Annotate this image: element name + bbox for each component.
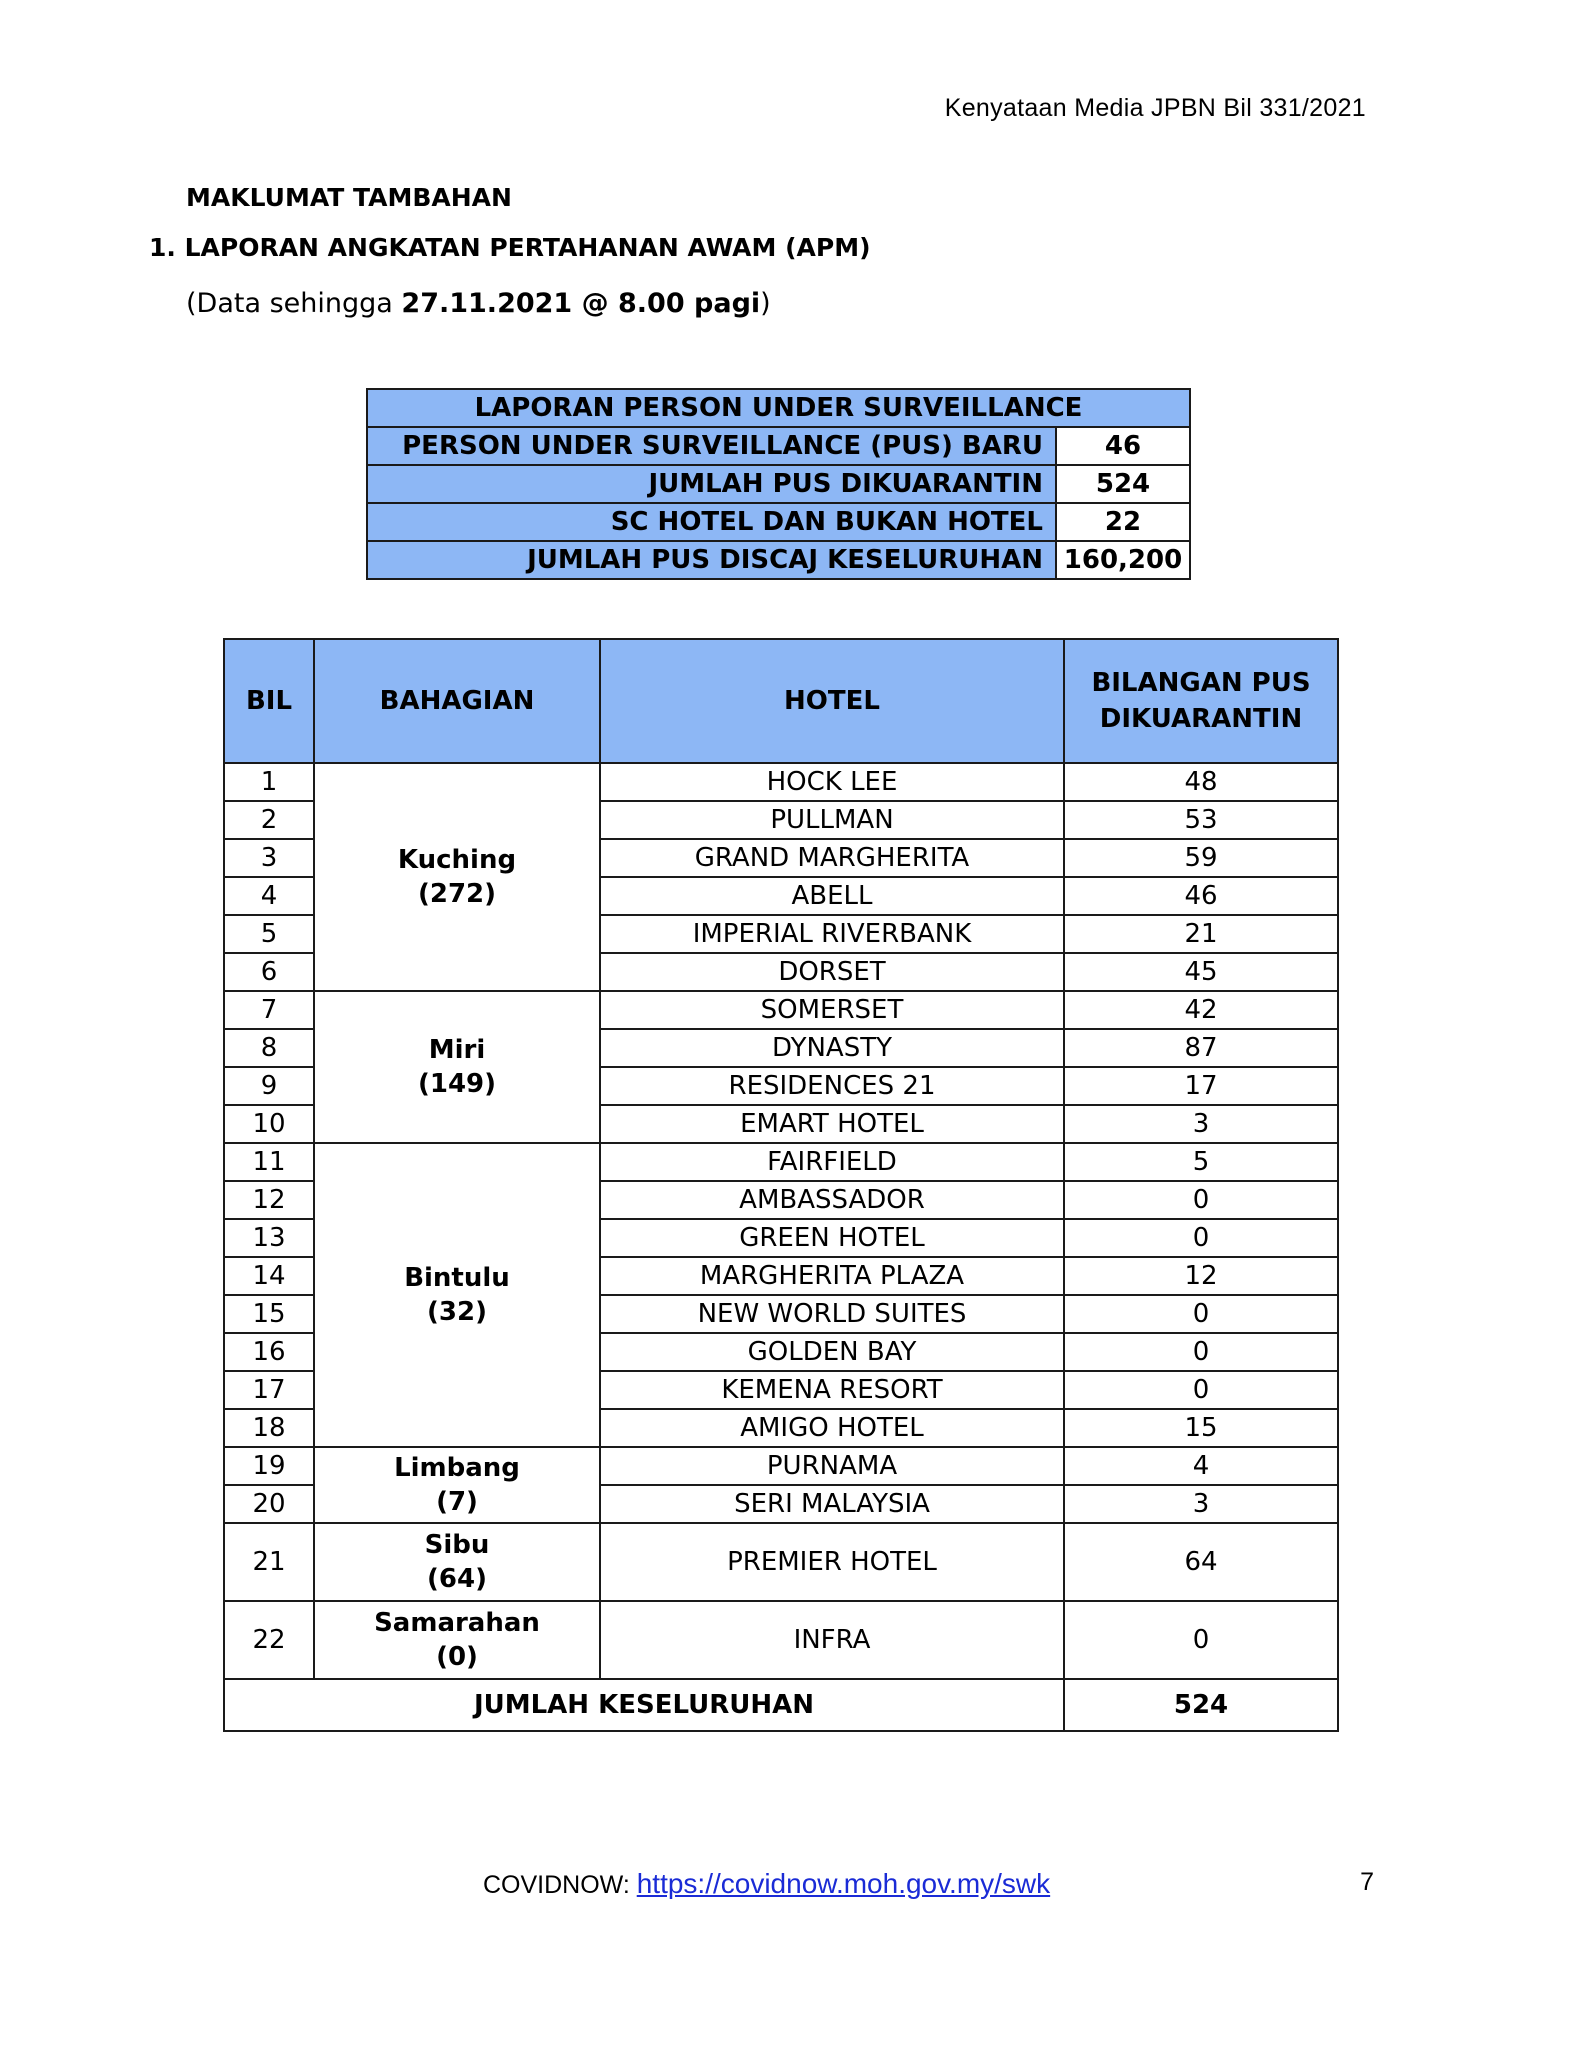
summary-label: PERSON UNDER SURVEILLANCE (PUS) BARU [367, 427, 1056, 465]
row-bil: 13 [224, 1219, 314, 1257]
row-count: 53 [1064, 801, 1338, 839]
summary-row [367, 503, 1190, 541]
row-hotel: HOCK LEE [600, 763, 1064, 801]
row-hotel: EMART HOTEL [600, 1105, 1064, 1143]
row-hotel: SOMERSET [600, 991, 1064, 1029]
footer [483, 1868, 1050, 1900]
table-row [224, 763, 1338, 801]
row-count: 42 [1064, 991, 1338, 1029]
row-count: 0 [1064, 1295, 1338, 1333]
data-date-line [186, 288, 771, 319]
table-row [224, 1601, 1338, 1679]
row-count: 3 [1064, 1105, 1338, 1143]
row-bil: 8 [224, 1029, 314, 1067]
row-hotel: IMPERIAL RIVERBANK [600, 915, 1064, 953]
row-count: 15 [1064, 1409, 1338, 1447]
row-count: 21 [1064, 915, 1338, 953]
row-count: 87 [1064, 1029, 1338, 1067]
summary-row [367, 465, 1190, 503]
row-count: 12 [1064, 1257, 1338, 1295]
division-cell-bintulu [314, 1143, 600, 1447]
row-bil: 15 [224, 1295, 314, 1333]
division-total: (0) [436, 1642, 478, 1672]
total-label: JUMLAH KESELURUHAN [224, 1679, 1064, 1731]
hotel-quarantine-table [223, 638, 1339, 1732]
data-date: 27.11.2021 @ 8.00 pagi [401, 288, 761, 319]
table-row [224, 1523, 1338, 1601]
summary-label: SC HOTEL DAN BUKAN HOTEL [367, 503, 1056, 541]
summary-label: JUMLAH PUS DIKUARANTIN [367, 465, 1056, 503]
row-count: 0 [1064, 1601, 1338, 1679]
report-title: 1. LAPORAN ANGKATAN PERTAHANAN AWAM (APM) [149, 233, 871, 262]
row-hotel: AMBASSADOR [600, 1181, 1064, 1219]
header-count-line1: BILANGAN PUS [1091, 668, 1311, 698]
row-hotel: PULLMAN [600, 801, 1064, 839]
document-reference: Kenyataan Media JPBN Bil 331/2021 [944, 94, 1366, 122]
summary-value: 524 [1056, 465, 1190, 503]
row-bil: 14 [224, 1257, 314, 1295]
summary-value: 160,200 [1056, 541, 1190, 579]
division-name: Miri [428, 1035, 486, 1065]
page-number: 7 [1360, 1868, 1374, 1896]
row-hotel: DYNASTY [600, 1029, 1064, 1067]
summary-row [367, 427, 1190, 465]
division-cell-samarahan [314, 1601, 600, 1679]
row-bil: 19 [224, 1447, 314, 1485]
table-header-row [224, 639, 1338, 763]
data-date-suffix: ) [760, 288, 771, 319]
summary-value: 46 [1056, 427, 1190, 465]
header-count-line2: DIKUARANTIN [1099, 704, 1303, 734]
row-hotel: PREMIER HOTEL [600, 1523, 1064, 1601]
division-cell-kuching [314, 763, 600, 991]
data-date-prefix: (Data sehingga [186, 288, 402, 319]
row-count: 4 [1064, 1447, 1338, 1485]
row-count: 0 [1064, 1219, 1338, 1257]
row-hotel: NEW WORLD SUITES [600, 1295, 1064, 1333]
row-hotel: AMIGO HOTEL [600, 1409, 1064, 1447]
row-hotel: PURNAMA [600, 1447, 1064, 1485]
row-bil: 11 [224, 1143, 314, 1181]
row-hotel: GOLDEN BAY [600, 1333, 1064, 1371]
total-row [224, 1679, 1338, 1731]
row-hotel: GREEN HOTEL [600, 1219, 1064, 1257]
row-count: 0 [1064, 1371, 1338, 1409]
table-row [224, 1143, 1338, 1181]
row-hotel: MARGHERITA PLAZA [600, 1257, 1064, 1295]
row-count: 0 [1064, 1333, 1338, 1371]
row-bil: 2 [224, 801, 314, 839]
row-bil: 9 [224, 1067, 314, 1105]
total-value: 524 [1064, 1679, 1338, 1731]
row-count: 64 [1064, 1523, 1338, 1601]
division-name: Kuching [397, 845, 517, 875]
row-count: 3 [1064, 1485, 1338, 1523]
row-bil: 7 [224, 991, 314, 1029]
row-bil: 17 [224, 1371, 314, 1409]
division-cell-sibu [314, 1523, 600, 1601]
section-title: MAKLUMAT TAMBAHAN [186, 183, 512, 212]
row-count: 45 [1064, 953, 1338, 991]
division-name: Sibu [424, 1530, 490, 1560]
header-hotel: HOTEL [600, 639, 1064, 763]
header-bil: BIL [224, 639, 314, 763]
footer-prefix: COVIDNOW: [483, 1871, 637, 1899]
row-count: 5 [1064, 1143, 1338, 1181]
row-bil: 22 [224, 1601, 314, 1679]
division-name: Bintulu [404, 1263, 510, 1293]
row-count: 0 [1064, 1181, 1338, 1219]
row-hotel: SERI MALAYSIA [600, 1485, 1064, 1523]
division-name: Limbang [394, 1453, 520, 1483]
row-hotel: ABELL [600, 877, 1064, 915]
row-bil: 3 [224, 839, 314, 877]
division-total: (149) [417, 1069, 497, 1099]
table-row [224, 1447, 1338, 1485]
row-bil: 12 [224, 1181, 314, 1219]
table-row [224, 991, 1338, 1029]
row-bil: 5 [224, 915, 314, 953]
division-total: (32) [427, 1297, 487, 1327]
row-hotel: RESIDENCES 21 [600, 1067, 1064, 1105]
division-total: (7) [436, 1487, 478, 1517]
row-bil: 4 [224, 877, 314, 915]
division-cell-miri [314, 991, 600, 1143]
row-bil: 1 [224, 763, 314, 801]
header-count [1064, 639, 1338, 763]
row-count: 48 [1064, 763, 1338, 801]
summary-title: LAPORAN PERSON UNDER SURVEILLANCE [367, 389, 1190, 427]
division-name: Samarahan [374, 1608, 540, 1638]
row-bil: 20 [224, 1485, 314, 1523]
row-hotel: INFRA [600, 1601, 1064, 1679]
division-total: (272) [417, 879, 497, 909]
row-hotel: GRAND MARGHERITA [600, 839, 1064, 877]
row-hotel: FAIRFIELD [600, 1143, 1064, 1181]
summary-label: JUMLAH PUS DISCAJ KESELURUHAN [367, 541, 1056, 579]
pus-summary-table [366, 388, 1191, 580]
row-hotel: DORSET [600, 953, 1064, 991]
division-cell-limbang [314, 1447, 600, 1523]
summary-value: 22 [1056, 503, 1190, 541]
row-count: 17 [1064, 1067, 1338, 1105]
row-bil: 18 [224, 1409, 314, 1447]
row-count: 59 [1064, 839, 1338, 877]
row-bil: 10 [224, 1105, 314, 1143]
summary-title-row [367, 389, 1190, 427]
division-total: (64) [427, 1564, 487, 1594]
row-bil: 16 [224, 1333, 314, 1371]
row-count: 46 [1064, 877, 1338, 915]
row-bil: 6 [224, 953, 314, 991]
covidnow-link[interactable]: https://covidnow.moh.gov.my/swk [636, 1868, 1051, 1899]
row-hotel: KEMENA RESORT [600, 1371, 1064, 1409]
header-bahagian: BAHAGIAN [314, 639, 600, 763]
row-bil: 21 [224, 1523, 314, 1601]
summary-row [367, 541, 1190, 579]
